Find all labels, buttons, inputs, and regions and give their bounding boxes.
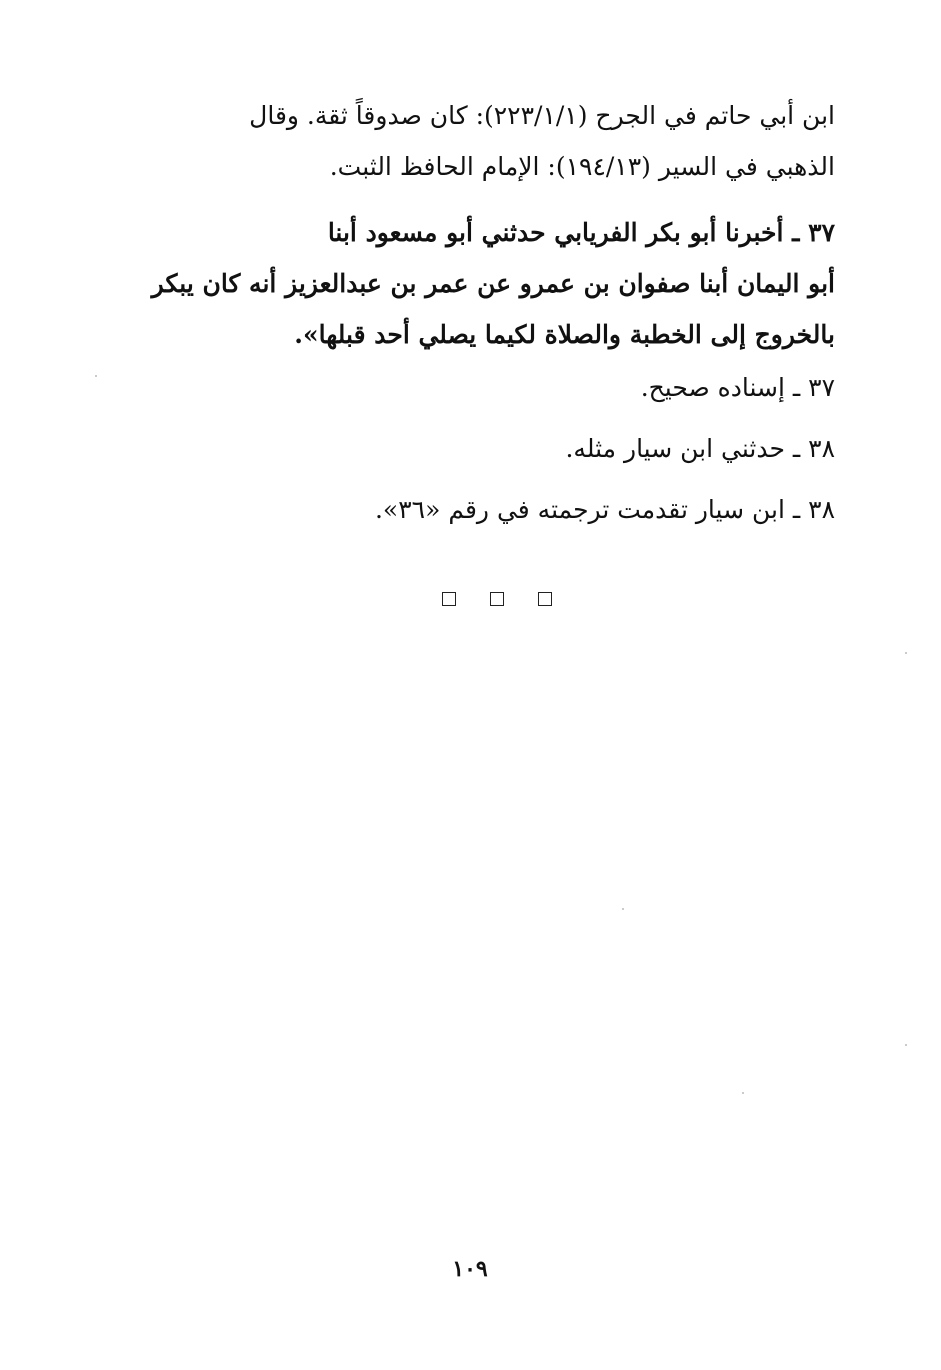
paragraph-hadith-37-line-1: ٣٧ ـ أخبرنا أبو بكر الفريابي حدثني أبو مسعود أبنا	[327, 218, 835, 247]
note-38-hadith: ٣٨ ـ حدثني ابن سيار مثله.	[565, 434, 835, 463]
hollow-square-icon	[490, 592, 504, 606]
scan-speck	[622, 908, 624, 910]
paragraph-hadith-37-line-2: أبو اليمان أبنا صفوان بن عمرو عن عمر بن عبدالعزيز أنه كان يبكر	[151, 269, 835, 298]
note-37-isnad: ٣٧ ـ إسناده صحيح.	[640, 373, 835, 402]
scan-speck	[905, 1044, 907, 1046]
paragraph-biography-line-2: الذهبي في السير (١٩٤/١٣): الإمام الحافظ الثبت.	[329, 152, 835, 181]
paragraph-hadith-37	[138, 207, 835, 360]
scan-speck	[742, 1092, 744, 1094]
page-number: ١٠٩	[452, 1256, 488, 1282]
paragraph-hadith-37-line-3: بالخروج إلى الخطبة والصلاة لكيما يصلي أحد قبلها».	[294, 320, 835, 349]
scan-speck	[905, 652, 907, 654]
section-separator	[442, 589, 552, 609]
scan-speck	[95, 375, 97, 377]
paragraph-biography	[138, 90, 835, 192]
hollow-square-icon	[442, 592, 456, 606]
note-38-biography: ٣٨ ـ ابن سيار تقدمت ترجمته في رقم «٣٦».	[374, 495, 835, 524]
paragraph-biography-line-1: ابن أبي حاتم في الجرح (٢٢٣/١/١): كان صدوقاً ثقة. وقال	[249, 101, 835, 130]
hollow-square-icon	[538, 592, 552, 606]
